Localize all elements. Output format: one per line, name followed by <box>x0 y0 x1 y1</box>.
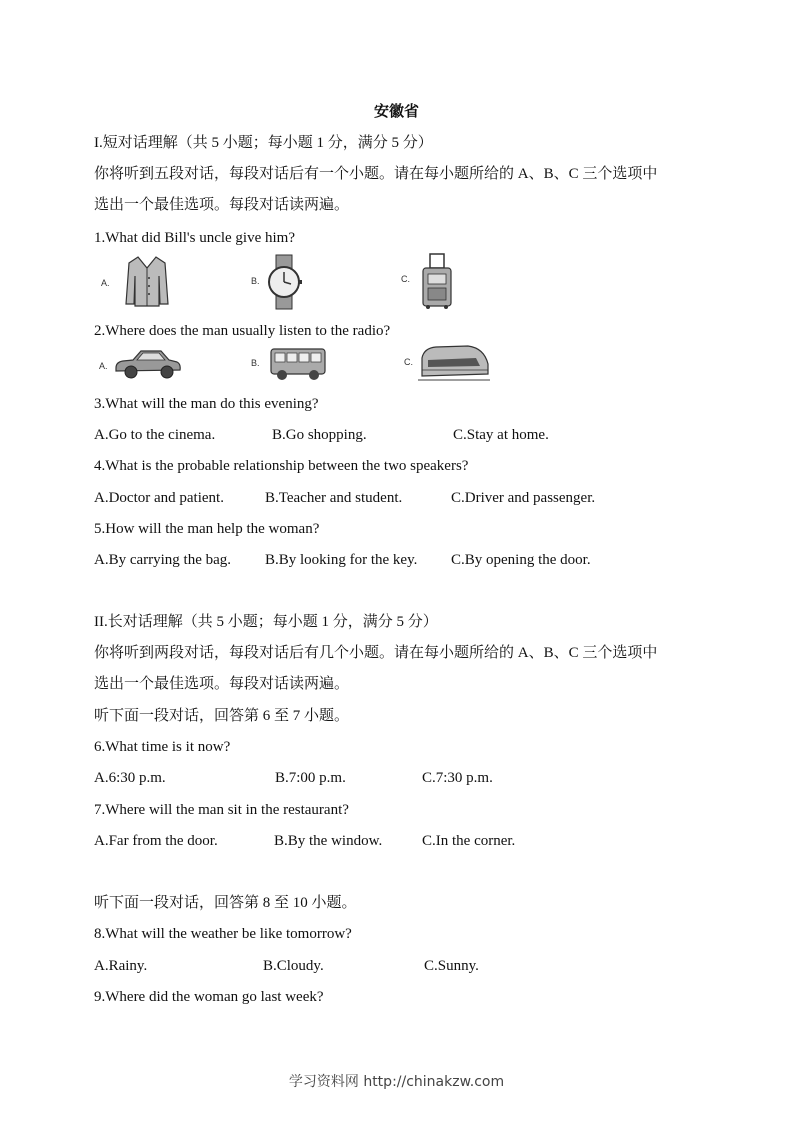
q6-option-c: C.7:30 p.m. <box>422 770 493 786</box>
q1-label-c: C. <box>401 274 410 284</box>
question-4: 4.What is the probable relationship between the two speakers? <box>94 458 469 474</box>
bus-icon <box>268 346 328 382</box>
question-3: 3.What will the man do this evening? <box>94 396 319 412</box>
section2-instruction-2: 选出一个最佳选项。每段对话读两遍。 <box>94 676 350 692</box>
q8-option-a: A.Rainy. <box>94 958 148 974</box>
q5-option-c: C.By opening the door. <box>451 552 591 568</box>
q6-option-a: A.6:30 p.m. <box>94 770 166 786</box>
page-title: 安徽省 <box>373 104 419 120</box>
page-footer: 学习资料网 http://chinakzw.com <box>288 1074 505 1090</box>
q7-option-b: B.By the window. <box>274 833 383 849</box>
question-1: 1.What did Bill's uncle give him? <box>94 230 295 246</box>
q7-option-c: C.In the corner. <box>422 833 516 849</box>
car-icon <box>113 346 183 380</box>
section1-instruction: 你将听到五段对话，每段对话后有一个小题。请在每小题所给的 A、B、C 三个选项中 <box>94 166 658 182</box>
question-9: 9.Where did the woman go last week? <box>94 989 324 1005</box>
section2-instruction: 你将听到两段对话，每段对话后有几个小题。请在每小题所给的 A、B、C 三个选项中 <box>94 645 658 661</box>
q2-label-b: B. <box>251 358 260 368</box>
q4-option-a: A.Doctor and patient. <box>94 490 224 506</box>
section1-instruction-2: 选出一个最佳选项。每段对话读两遍。 <box>94 197 350 213</box>
section1-heading: I.短对话理解（共 5 小题；每小题 1 分，满分 5 分） <box>94 135 433 151</box>
q3-option-a: A.Go to the cinema. <box>94 427 216 443</box>
q2-label-c: C. <box>404 357 413 367</box>
question-6: 6.What time is it now? <box>94 739 231 755</box>
train-icon <box>418 340 490 384</box>
question-8: 8.What will the weather be like tomorrow? <box>94 926 352 942</box>
q1-label-b: B. <box>251 276 260 286</box>
q3-option-b: B.Go shopping. <box>272 427 367 443</box>
q2-label-a: A. <box>99 361 108 371</box>
suitcase-icon <box>420 252 454 310</box>
question-5: 5.How will the man help the woman? <box>94 521 320 537</box>
q5-option-b: B.By looking for the key. <box>265 552 418 568</box>
sweater-icon <box>124 254 170 308</box>
section2-subheading-1: 听下面一段对话，回答第 6 至 7 小题。 <box>94 708 350 724</box>
q4-option-b: B.Teacher and student. <box>265 490 403 506</box>
question-2: 2.Where does the man usually listen to the radio? <box>94 323 391 339</box>
section2-subheading-2: 听下面一段对话，回答第 8 至 10 小题。 <box>94 895 357 911</box>
question-7: 7.Where will the man sit in the restaurant? <box>94 802 349 818</box>
q7-option-a: A.Far from the door. <box>94 833 218 849</box>
watch-icon <box>264 254 304 310</box>
q8-option-c: C.Sunny. <box>424 958 479 974</box>
q6-option-b: B.7:00 p.m. <box>275 770 346 786</box>
q8-option-b: B.Cloudy. <box>263 958 324 974</box>
section2-heading: II.长对话理解（共 5 小题；每小题 1 分，满分 5 分） <box>94 614 438 630</box>
q5-option-a: A.By carrying the bag. <box>94 552 232 568</box>
q1-label-a: A. <box>101 278 110 288</box>
q4-option-c: C.Driver and passenger. <box>451 490 596 506</box>
q3-option-c: C.Stay at home. <box>453 427 549 443</box>
